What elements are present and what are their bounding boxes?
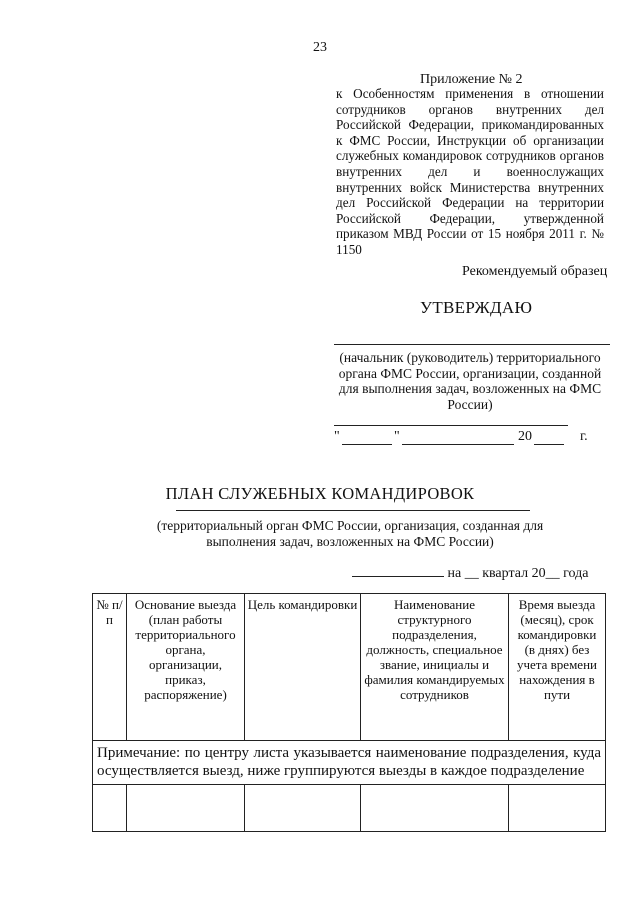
recommended-sample-label: Рекомендуемый образец	[462, 264, 608, 279]
table-cell	[245, 785, 361, 832]
table-cell	[93, 785, 127, 832]
page-number: 23	[313, 40, 327, 55]
date-day-blank	[342, 444, 392, 445]
date-year-prefix: 20	[518, 429, 532, 444]
table-cell	[361, 785, 509, 832]
table-row	[93, 785, 606, 832]
signature-line	[334, 344, 610, 345]
table-cell	[509, 785, 606, 832]
table-note: Примечание: по центру листа указывается наименование подразделения, куда осуществляется выезд, ниже группируются выезды в каждое подразделение	[93, 741, 606, 785]
quarter-blank	[352, 563, 444, 577]
quarter-line	[352, 563, 604, 582]
date-month-blank	[402, 444, 514, 445]
name-line	[334, 425, 568, 426]
note-row	[93, 741, 606, 785]
table-header-row	[93, 594, 606, 741]
header-basis: Основание выезда (план работы территориального органа, организации, приказ, распоряжение)	[127, 594, 245, 741]
header-time: Время выезда (месяц), срок командировки (в днях) без учета времени нахождения в пути	[509, 594, 606, 741]
date-year-blank	[534, 444, 564, 445]
plan-title: ПЛАН СЛУЖЕБНЫХ КОМАНДИРОВОК	[165, 484, 475, 503]
quarter-text: на __ квартал 20__ года	[447, 566, 589, 581]
approve-heading: УТВЕРЖДАЮ	[420, 298, 533, 317]
date-quote-open: "	[334, 429, 340, 444]
plan-table	[92, 593, 606, 832]
header-number: № п/п	[93, 594, 127, 741]
header-department: Наименование структурного подразделения, должность, специальное звание, инициалы и фамилия командируемых сотрудников	[361, 594, 509, 741]
appendix-text: к Особенностям применения в отношении сотрудников органов внутренних дел Российской Федерации, прикомандированных к ФМС России, Инструкции об организации служебных командировок сотрудников органов внутренних дел и военнослужащих внутренних войск Министерства внутренних дел Российской Федерации на территории Российской Федерации, утвержденной приказом МВД России от 15 ноября 2011 г. № 1150	[336, 86, 604, 257]
org-line	[176, 510, 530, 511]
org-caption: (территориальный орган ФМС России, организация, созданная для выполнения задач, возложенных на ФМС России)	[156, 518, 544, 549]
appendix-title: Приложение № 2	[420, 72, 523, 87]
date-quote-close: "	[394, 429, 400, 444]
chief-caption: (начальник (руководитель) территориального органа ФМС России, организации, созданной для выполнения задач, возложенных на ФМС России)	[338, 350, 602, 412]
date-year-suffix: г.	[580, 429, 588, 444]
table-cell	[127, 785, 245, 832]
header-purpose: Цель командировки	[245, 594, 361, 741]
